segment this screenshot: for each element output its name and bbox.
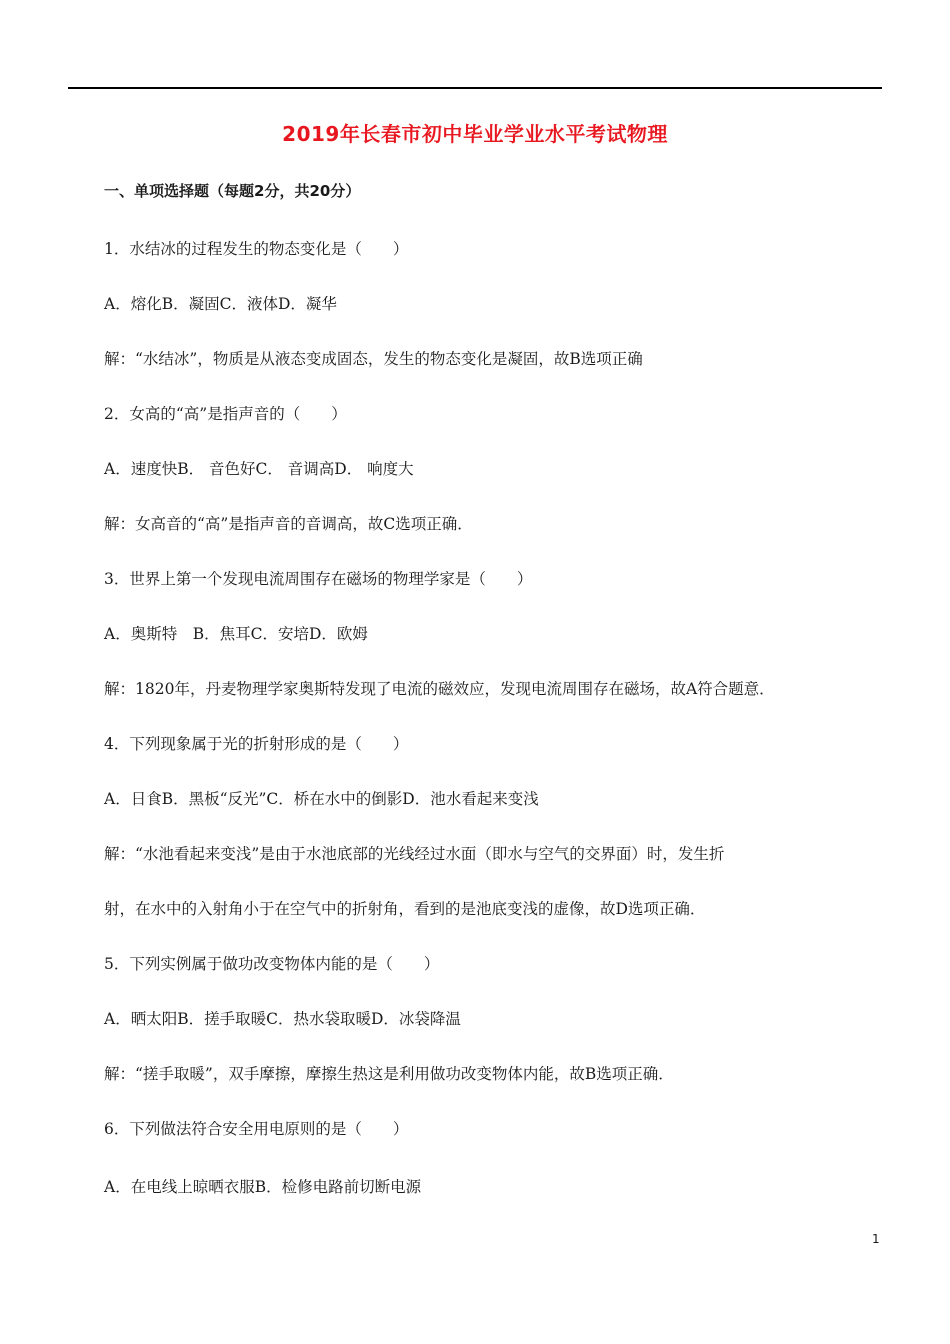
- question-1: 1．水结冰的过程发生的物态变化是（ ）: [104, 240, 409, 258]
- question-2-solution: 解：女高音的“高”是指声音的音调高，故C选项正确．: [104, 515, 473, 533]
- question-3-options: A．奥斯特 B．焦耳C．安培D．欧姆: [104, 625, 368, 643]
- question-4-solution: 解：“水池看起来变浅”是由于水池底部的光线经过水面（即水与空气的交界面）时，发生折: [104, 845, 725, 863]
- question-3-solution: 解：1820年，丹麦物理学家奥斯特发现了电流的磁效应，发现电流周围存在磁场，故A符合题意．: [104, 680, 775, 698]
- question-5-solution: 解：“搓手取暖”，双手摩擦，摩擦生热这是利用做功改变物体内能，故B选项正确．: [104, 1065, 674, 1083]
- document-title: 2019年长春市初中毕业学业水平考试物理: [282, 122, 668, 146]
- question-4-options: A．日食B．黑板“反光”C．桥在水中的倒影D．池水看起来变浅: [104, 790, 539, 808]
- question-2-options: A．速度快B． 音色好C． 音调高D． 响度大: [104, 460, 414, 478]
- question-2: 2．女高的“高”是指声音的（ ）: [104, 405, 347, 423]
- question-1-solution: 解：“水结冰”，物质是从液态变成固态，发生的物态变化是凝固，故B选项正确: [104, 350, 643, 368]
- question-6: 6．下列做法符合安全用电原则的是（ ）: [104, 1120, 409, 1138]
- question-6-options: A．在电线上晾晒衣服B．检修电路前切断电源: [104, 1178, 422, 1196]
- question-3: 3．世界上第一个发现电流周围存在磁场的物理学家是（ ）: [104, 570, 533, 588]
- question-4: 4．下列现象属于光的折射形成的是（ ）: [104, 735, 409, 753]
- question-1-options: A．熔化B．凝固C．液体D．凝华: [104, 295, 337, 313]
- question-5-options: A．晒太阳B．搓手取暖C．热水袋取暖D．冰袋降温: [104, 1010, 461, 1028]
- section-heading: 一、单项选择题（每题2分，共20分）: [104, 182, 361, 200]
- header-rule: [68, 87, 882, 89]
- page-number: 1: [872, 1232, 880, 1246]
- question-5: 5．下列实例属于做功改变物体内能的是（ ）: [104, 955, 440, 973]
- question-4-solution-cont: 射，在水中的入射角小于在空气中的折射角，看到的是池底变浅的虚像，故D选项正确．: [104, 900, 706, 918]
